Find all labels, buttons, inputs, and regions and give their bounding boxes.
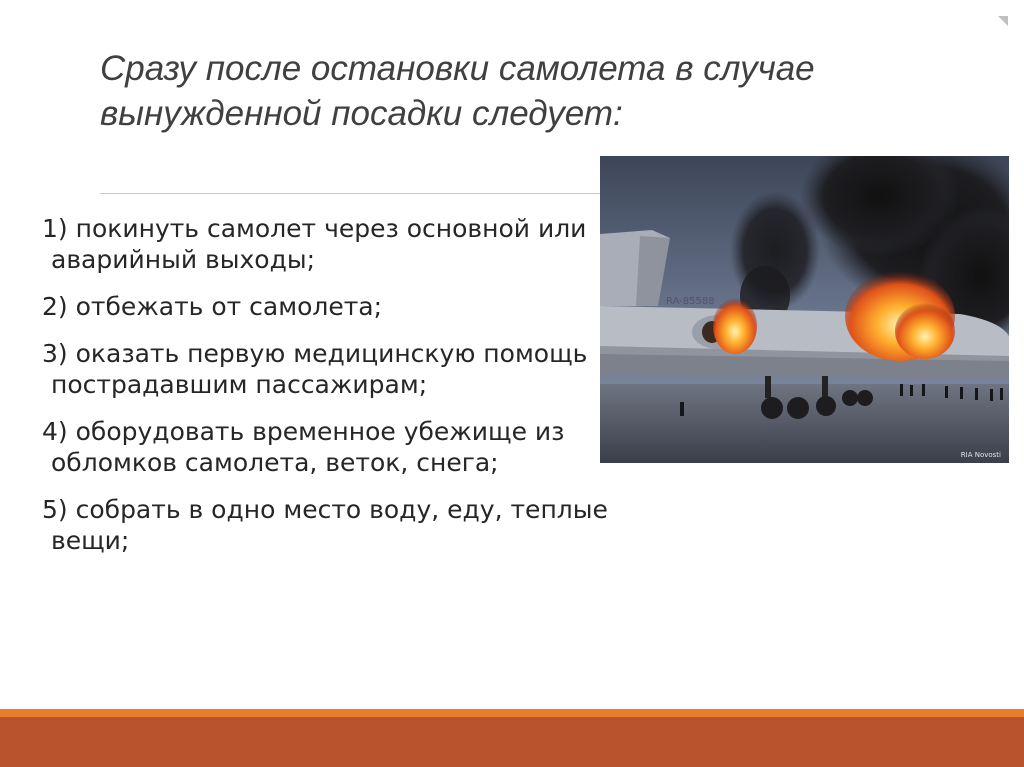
photo-credit: RIA Novosti <box>960 451 1001 459</box>
footer-bar <box>0 717 1024 767</box>
burning-plane-photo <box>600 156 1009 463</box>
slide-title: Сразу после остановки самолета в случае вынужденной посадки следует: <box>100 49 815 133</box>
instruction-list <box>42 213 642 572</box>
list-item: 2) отбежать от самолета; <box>42 292 383 321</box>
list-item: 5) собрать в одно место воду, еду, теплые вещи; <box>42 495 608 555</box>
corner-triangle-icon <box>996 14 1010 28</box>
title-divider <box>100 193 600 194</box>
photo-illustration <box>600 156 1009 463</box>
footer-accent-bar <box>0 709 1024 717</box>
list-item: 1) покинуть самолет через основной или аварийный выходы; <box>42 214 587 274</box>
list-item: 3) оказать первую медицинскую помощь пострадавшим пассажирам; <box>42 339 588 399</box>
fuselage-marking: RA-85588 <box>666 296 715 307</box>
list-item: 4) оборудовать временное убежище из обломков самолета, веток, снега; <box>42 417 565 477</box>
